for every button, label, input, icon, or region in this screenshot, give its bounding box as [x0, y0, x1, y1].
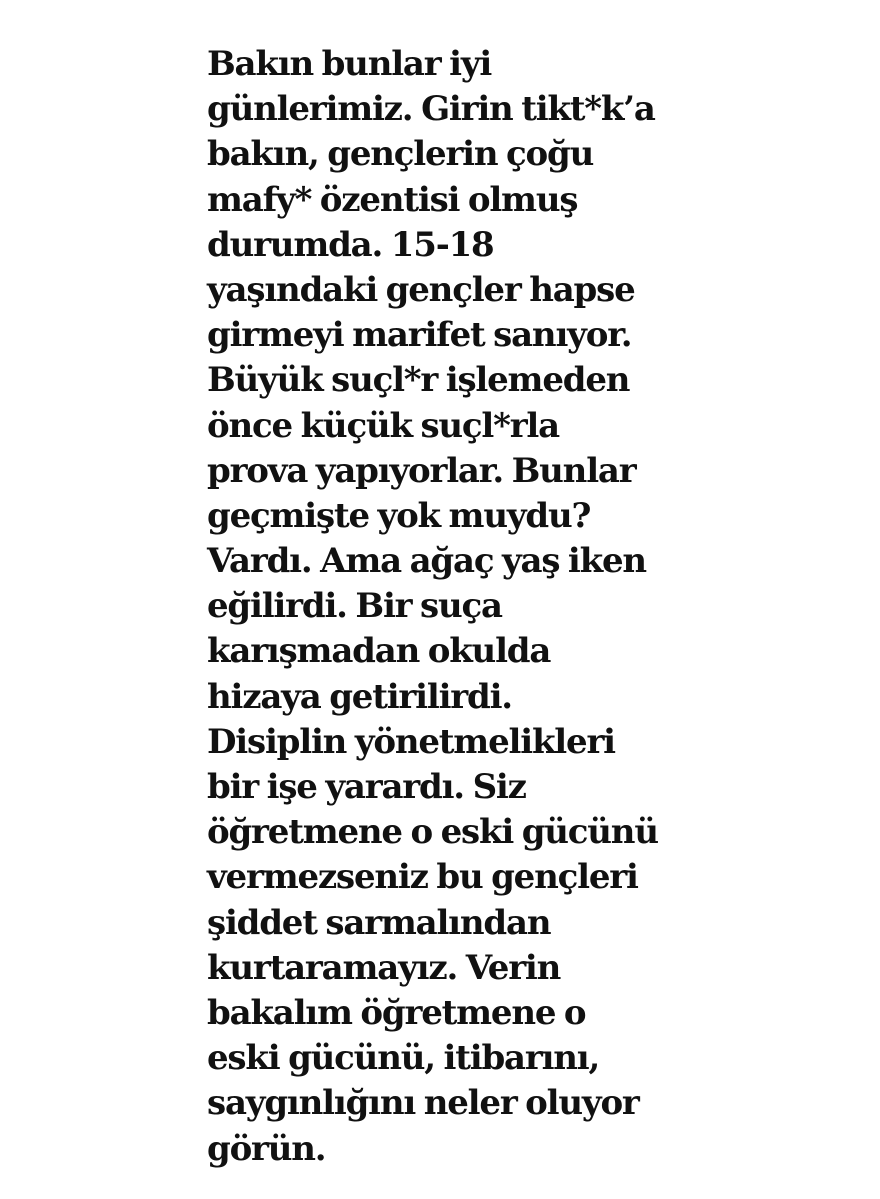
text-line: görün.	[207, 1128, 326, 1169]
text-line: önce küçük suçl*rla	[207, 405, 559, 446]
text-line: hizaya getirilirdi.	[207, 676, 512, 717]
text-line: saygınlığını neler oluyor	[207, 1083, 639, 1124]
text-line: günlerimiz. Girin tikt*k’a	[207, 89, 655, 130]
text-line: eski gücünü, itibarını,	[207, 1038, 600, 1079]
text-line: öğretmene o eski gücünü	[207, 812, 658, 853]
text-line: vermezseniz bu gençleri	[207, 857, 638, 898]
text-line: girmeyi marifet sanıyor.	[207, 315, 632, 356]
text-line: karışmadan okulda	[207, 631, 551, 672]
text-line: Vardı. Ama ağaç yaş iken	[207, 541, 646, 582]
text-line: Büyük suçl*r işlemeden	[207, 360, 630, 401]
text-line: yaşındaki gençler hapse	[207, 269, 635, 310]
text-line: geçmişte yok muydu?	[207, 495, 591, 536]
article-text-block	[207, 42, 867, 1172]
text-line: bakın, gençlerin çoğu	[207, 134, 594, 175]
text-line: prova yapıyorlar. Bunlar	[207, 450, 636, 491]
text-line: bir işe yarardı. Siz	[207, 767, 526, 807]
text-line: bakalım öğretmene o	[207, 992, 586, 1033]
text-line: Bakın bunlar iyi	[207, 44, 492, 84]
text-line: şiddet sarmalından	[207, 902, 551, 943]
text-line: kurtaramayız. Verin	[207, 947, 561, 988]
text-line: durumda. 15-18	[207, 224, 494, 265]
text-line: Disiplin yönetmelikleri	[207, 721, 615, 762]
text-line: mafy* özentisi olmuş	[207, 179, 578, 220]
text-line: eğilirdi. Bir suça	[207, 586, 502, 627]
